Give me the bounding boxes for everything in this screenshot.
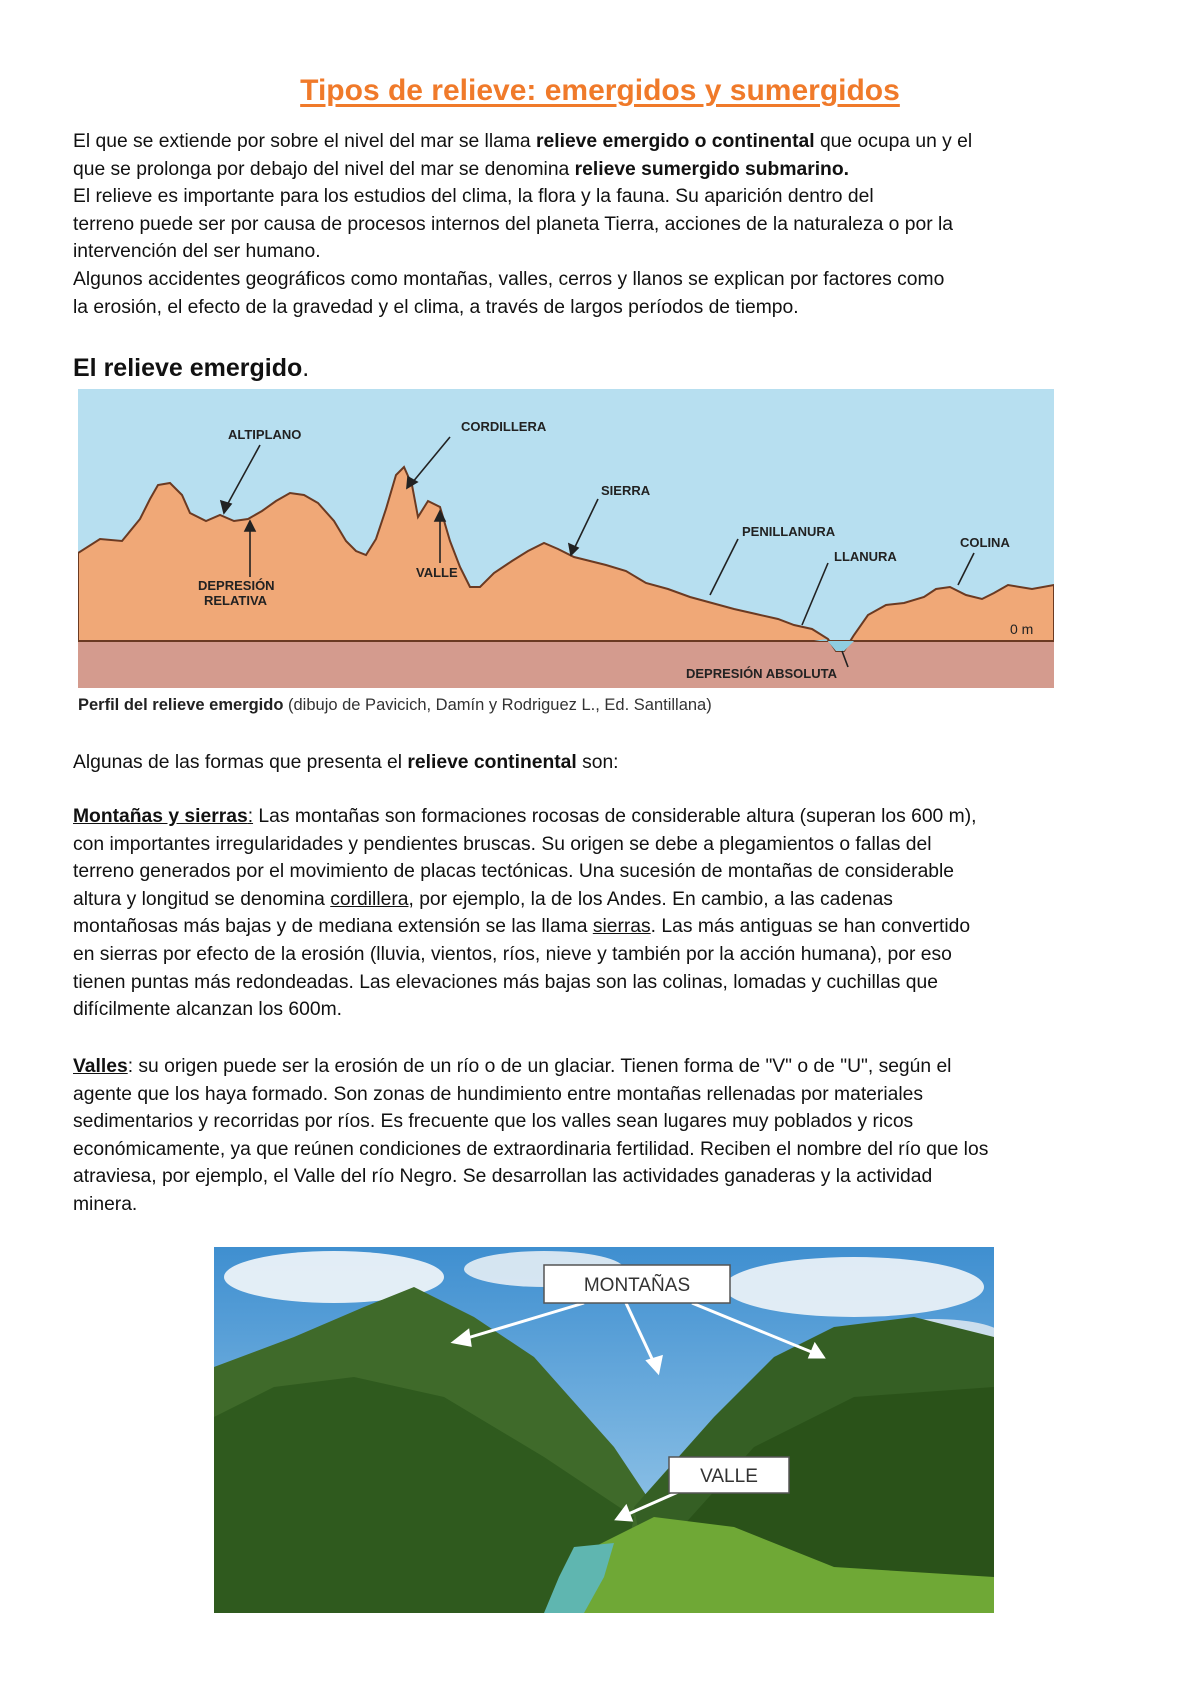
subsoil-band [78,641,1054,688]
photo-cloud [724,1257,984,1317]
mountains-term: Montañas y sierras [73,806,248,827]
label-valley: VALLE [700,1466,758,1487]
valleys-text: atraviesa, por ejemplo, el Valle del río Negro. Se desarrollan las actividades ganaderas y la actividad [73,1166,933,1188]
valleys-text: : su origen puede ser la erosión de un río o de un glaciar. Tienen forma de "V" o de "U", según el [127,1056,952,1077]
valleys-text: minera. [73,1193,138,1215]
label-valle: VALLE [416,565,458,580]
valleys-text: económicamente, ya que reúnen condiciones de extraordinaria fertilidad. Reciben el nombre del río que los [73,1138,989,1160]
intro-text: que ocupa un y el [814,131,973,152]
label-mountains: MONTAÑAS [583,1275,691,1296]
intro-text: Algunos accidentes geográficos como montañas, valles, cerros y llanos se explican por factores como [73,268,945,290]
intro-text: El relieve es importante para los estudios del clima, la flora y la fauna. Su aparición dentro del [73,186,874,208]
valleys-paragraph [73,1053,1143,1219]
mountains-colon: : [247,806,254,827]
intro-text: que se prolonga por debajo del nivel del mar se denomina [73,158,575,180]
mountains-text: con importantes irregularidades y pendientes bruscas. Su origen se debe a plegamientos o fallas del [73,833,932,855]
label-sea-level: 0 m [1010,621,1034,637]
label-depresion-absoluta: DEPRESIÓN ABSOLUTA [686,666,837,681]
mountains-text: terreno generados por el movimiento de placas tectónicas. Una sucesión de montañas de considerable [73,861,955,883]
valleys-text: agente que los haya formado. Son zonas de hundimiento entre montañas rellenadas por materiales [73,1083,923,1105]
intro-bold-term: relieve emergido o continental [536,131,815,152]
intro-text: la erosión, el efecto de la gravedad y el clima, a través de largos períodos de tiempo. [73,296,799,318]
label-colina: COLINA [960,535,1010,550]
caption-bold: Perfil del relieve emergido [78,696,284,714]
label-depresion-relativa-2: RELATIVA [204,593,268,608]
mountains-text: en sierras por efecto de la erosión (lluvia, vientos, ríos, nieve y también por la acción humana), por eso [73,943,952,965]
mountains-text: montañosas más bajas y de mediana extensión se las llama [73,916,593,938]
label-llanura: LLANURA [834,549,897,564]
label-altiplano: ALTIPLANO [228,427,302,442]
label-sierra: SIERRA [601,483,651,498]
label-penillanura: PENILLANURA [742,524,836,539]
intro-text: El que se extiende por sobre el nivel del mar se llama [73,131,536,152]
label-depresion-relativa-1: DEPRESIÓN [198,578,275,593]
caption-rest: (dibujo de Pavicich, Damín y Rodriguez L., Ed. Santillana) [283,696,712,714]
mountains-text: difícilmente alcanzan los 600m. [73,999,343,1021]
continental-intro [73,749,1143,777]
mountains-text: . Las más antiguas se han convertido [650,916,971,938]
intro-text: intervención del ser humano. [73,241,321,263]
section-heading-dot: . [302,354,310,382]
section-heading [73,354,309,383]
valleys-term: Valles [73,1056,128,1077]
label-cordillera: CORDILLERA [461,419,547,434]
cordillera-term: cordillera [330,888,409,910]
relief-profile-diagram [78,389,1054,688]
mountains-text: Las montañas son formaciones rocosas de considerable altura (superan los 600 m), [253,806,977,827]
continental-intro-bold: relieve continental [407,752,577,773]
valleys-text: sedimentarios y recorridas por ríos. Es frecuente que los valles sean lugares muy poblados y ricos [73,1111,914,1133]
mountains-text: altura y longitud se denomina [73,888,331,910]
intro-paragraph [73,128,1143,321]
intro-text: terreno puede ser por causa de procesos internos del planeta Tierra, acciones de la naturaleza o por la [73,213,953,235]
continental-intro-text: son: [576,752,619,773]
continental-intro-text: Algunas de las formas que presenta el [73,752,408,773]
mountains-paragraph [73,803,1143,1024]
valley-photo [214,1247,994,1613]
mountains-text: tienen puntas más redondeadas. Las elevaciones más bajas son las colinas, lomadas y cuchillas que [73,971,938,993]
sierras-term: sierras [592,916,651,938]
section-heading-text: El relieve emergido [73,354,303,382]
figure-caption [78,696,712,715]
page-title: Tipos de relieve: emergidos y sumergidos [300,74,900,107]
intro-bold-term: relieve sumergido submarino. [574,158,849,180]
mountains-text: , por ejemplo, la de los Andes. En cambio, a las cadenas [408,888,893,910]
